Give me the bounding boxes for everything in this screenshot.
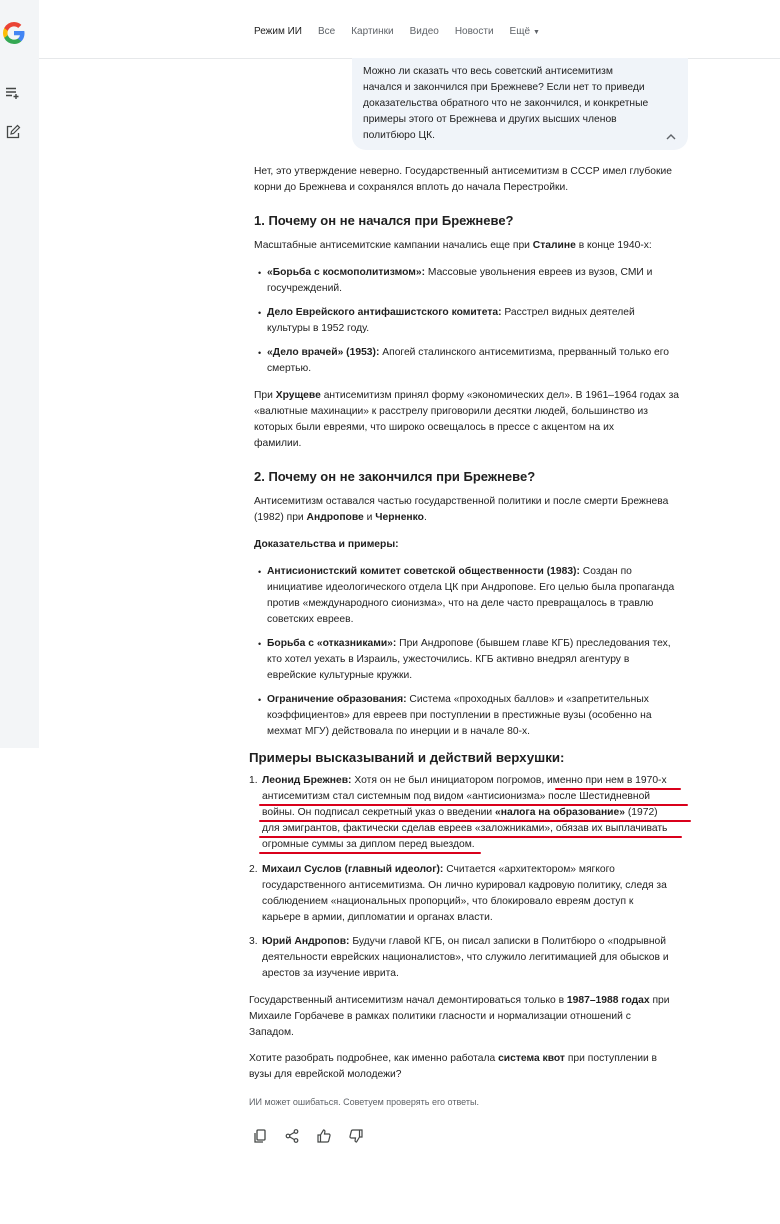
text: при поступлении в [564, 1053, 658, 1064]
chevron-up-icon[interactable] [665, 132, 677, 142]
bullet-icon: • [258, 695, 262, 705]
text: Масштабные антисемитские кампании начались еще при [254, 240, 533, 251]
text: еврейские культурные кружки. [267, 670, 413, 681]
bold-text: Юрий Андропов: [262, 936, 350, 947]
text: «валютные махинации» к расстрелу приговорили десятки людей, большинство из [254, 406, 649, 417]
text: государственного антисемитизма. Он лично курировал кадровую политику, следя за [262, 880, 667, 891]
text: огромные суммы за диплом перед выездом. [262, 839, 475, 850]
text: мехмат МГУ) действовала по инерции и в начале 80-х. [267, 726, 531, 737]
list-item [262, 773, 667, 853]
text: фамилии. [254, 438, 302, 449]
intro-line: корни до Брежнева и сохранялся вплоть до начала Перестройки. [254, 182, 569, 193]
text: инициативе идеологического отдела ЦК при Андропове. Его целью была пропаганда [267, 582, 675, 593]
text: кто хотел уехать в Израиль, ужесточились. КГБ активно внедрял агентуру в [267, 654, 630, 665]
text: арестов за изучение иврита. [262, 968, 399, 979]
bullet-icon: • [258, 348, 262, 358]
text: смертью. [267, 363, 312, 374]
text: карьере в армии, дипломатии и органах власти. [262, 912, 493, 923]
list-item [262, 862, 667, 926]
bold-text: «налога на образование» [495, 807, 625, 818]
google-logo-icon[interactable] [2, 21, 26, 45]
section-lead [254, 238, 652, 254]
text: соблюдением «национальных пропорций», что блокировало евреям доступ к [262, 896, 634, 907]
evidence-heading [254, 537, 399, 553]
bullet-icon: • [258, 268, 262, 278]
tab-ai-mode[interactable]: Режим ИИ [254, 26, 302, 37]
bold-text: Дело Еврейского антифашистского комитета: [267, 307, 502, 318]
top-navigation [39, 0, 780, 59]
section-heading: Примеры высказываний и действий верхушки: [249, 750, 565, 765]
tab-more[interactable] [510, 26, 540, 37]
share-icon[interactable] [284, 1128, 300, 1144]
paragraph-khrushchev [254, 388, 679, 452]
text: Государственный антисемитизм начал демонтироваться только в [249, 995, 567, 1006]
annotation-underline [259, 820, 691, 822]
bold-text: Андропове [306, 512, 364, 523]
bullet-icon: • [258, 308, 262, 318]
chevron-down-icon: ▼ [533, 29, 540, 36]
tab-video[interactable]: Видео [409, 26, 439, 37]
bullet-icon: • [258, 567, 262, 577]
text: антисемитизм стал системным под видом «антисионизма» после Шестидневной [262, 791, 651, 802]
text: Михаиле Горбачеве в рамках политики гласности и нормализации отношений с [249, 1011, 631, 1022]
text: деятельности еврейских националистов», что служило легитимацией для обысков и [262, 952, 669, 963]
intro-line: Нет, это утверждение неверно. Государственный антисемитизм в СССР имел глубокие [254, 166, 672, 177]
text: (1972) [624, 807, 658, 818]
tab-images[interactable]: Картинки [351, 26, 394, 37]
text: Хотя он не был инициатором погромов, именно при нем в 1970-х [351, 775, 667, 786]
list-item [267, 692, 652, 740]
text: госучреждений. [267, 283, 342, 294]
playlist-add-icon[interactable] [5, 85, 21, 101]
text: советских евреев. [267, 614, 354, 625]
list-item [267, 564, 674, 628]
text: вузы для еврейской молодежи? [249, 1069, 402, 1080]
tab-news[interactable]: Новости [454, 26, 494, 37]
list-number: 2. [249, 864, 258, 875]
answer-intro [254, 164, 672, 196]
query-line: Можно ли сказать что весь советский антисемитизм [363, 66, 613, 77]
text: . [423, 512, 427, 523]
list-number: 3. [249, 936, 258, 947]
text: Система «проходных баллов» и «запретительных [406, 694, 649, 705]
bold-text: «Дело врачей» (1953): [267, 347, 380, 358]
text: Будучи главой КГБ, он писал записки в Политбюро о «подрывной [349, 936, 667, 947]
bold-text: Хрущеве [275, 390, 321, 401]
text: и [363, 512, 376, 523]
text: Хотите разобрать подробнее, как именно работала [249, 1053, 499, 1064]
text: культуры в 1952 году. [267, 323, 370, 334]
ai-disclaimer: ИИ может ошибаться. Советуем проверять его ответы. [249, 1097, 479, 1107]
list-item [262, 934, 669, 982]
list-item [267, 305, 635, 337]
sidebar [0, 0, 39, 748]
paragraph-followup [249, 1051, 657, 1083]
copy-icon[interactable] [252, 1128, 268, 1144]
text: при [649, 995, 670, 1006]
bold-text: Антисионистский комитет советской общественности (1983): [267, 566, 580, 577]
annotation-underline [259, 836, 682, 838]
query-line: политбюро ЦК. [363, 130, 435, 141]
section-heading: 2. Почему он не закончился при Брежневе? [254, 469, 536, 484]
text: Западом. [249, 1027, 294, 1038]
bold-text: «Борьба с космополитизмом»: [267, 267, 426, 278]
bold-text: Черненко [375, 512, 424, 523]
response-actions [252, 1128, 380, 1144]
bold-text: 1987–1988 годах [566, 995, 650, 1006]
thumbs-down-icon[interactable] [348, 1128, 364, 1144]
section-lead [254, 494, 668, 526]
bold-text: Ограничение образования: [267, 694, 407, 705]
tab-all[interactable]: Все [317, 26, 336, 37]
text: в конце 1940-х: [575, 240, 652, 251]
text: Массовые увольнения евреев из вузов, СМИ и [425, 267, 653, 278]
text: войны. Он подписал секретный указ о введении [262, 807, 496, 818]
bold-text: Михаил Суслов (главный идеолог): [262, 864, 444, 875]
text: антисемитизм принял форму «экономических дел». В 1961–1964 годах за [320, 390, 680, 401]
bold-text: система квот [498, 1053, 565, 1064]
text: которых были евреями, что широко освещалось в прессе с акцентом на их [254, 422, 615, 433]
annotation-underline [555, 788, 681, 790]
text: (1982) при [254, 512, 307, 523]
user-query-bubble [352, 58, 688, 150]
text: При [254, 390, 276, 401]
text: Апогей сталинского антисемитизма, прерванный только его [379, 347, 670, 358]
text: против «международного сионизма», что на деле часто превращалось в травлю [267, 598, 654, 609]
text: При Андропове (бывшем главе КГБ) преследования тех, [396, 638, 671, 649]
text: коэффициентов» для евреев при поступлении в престижные вузы (особенно на [267, 710, 652, 721]
list-item [267, 265, 652, 297]
text: для эмигрантов, фактически сделав евреев «заложниками», обязав их выплачивать [262, 823, 668, 834]
bold-text: Борьба с «отказниками»: [267, 638, 397, 649]
mode-tabs [254, 26, 556, 37]
section-heading: 1. Почему он не начался при Брежневе? [254, 213, 514, 228]
text: Считается «архитектором» мягкого [443, 864, 615, 875]
bold-text: Доказательства и примеры: [254, 539, 399, 550]
bold-text: Сталине [532, 240, 576, 251]
edit-new-chat-icon[interactable] [5, 124, 21, 140]
text: Создан по [579, 566, 632, 577]
query-line: начался и закончился при Брежневе? Если нет то приведи [363, 82, 645, 93]
annotation-underline [259, 804, 688, 806]
text: Расстрел видных деятелей [501, 307, 635, 318]
tab-more-label: Ещё [509, 26, 531, 37]
annotation-underline [259, 852, 481, 854]
text: Антисемитизм оставался частью государственной политики и после смерти Брежнева [254, 496, 669, 507]
list-number: 1. [249, 775, 258, 786]
list-item [267, 345, 669, 377]
bullet-icon: • [258, 639, 262, 649]
list-item [267, 636, 671, 684]
thumbs-up-icon[interactable] [316, 1128, 332, 1144]
paragraph-conclusion [249, 993, 670, 1041]
bold-text: Леонид Брежнев: [262, 775, 352, 786]
query-line: доказательства обратного что не закончился, и конкретные [363, 98, 649, 109]
query-line: примеры этого от Брежнева и других высших членов [363, 114, 617, 125]
